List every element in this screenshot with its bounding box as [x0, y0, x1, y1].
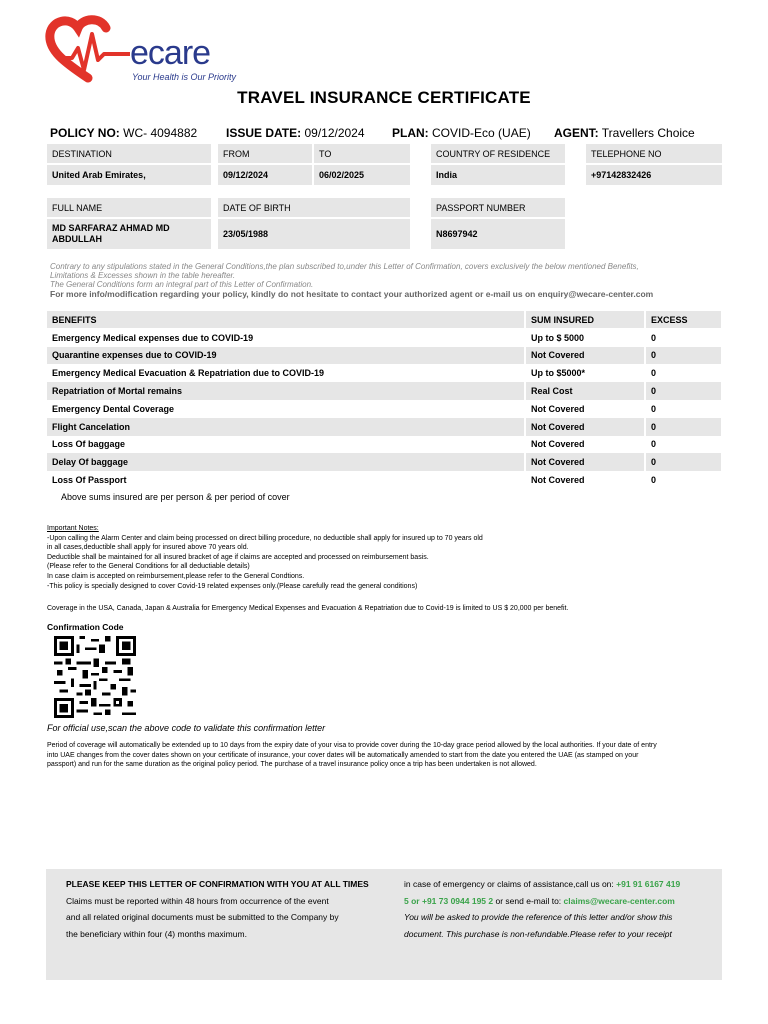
destination-label: DESTINATION	[47, 144, 211, 163]
footer-left	[66, 876, 386, 942]
period-of-coverage-text	[47, 741, 727, 770]
fullname-line-2: ABDULLAH	[52, 234, 102, 244]
fullname-value	[47, 219, 211, 249]
benefits-header-row	[47, 311, 721, 329]
benefit-excess: 0	[645, 400, 721, 418]
from-label: FROM	[218, 144, 312, 163]
confirmation-code-label: Confirmation Code	[47, 622, 124, 632]
sums-insured-note: Above sums insured are per person & per period of cover	[61, 492, 290, 502]
header-benefits: BENEFITS	[47, 311, 525, 329]
destination-value: United Arab Emirates,	[47, 165, 211, 185]
benefit-name: Loss Of Passport	[52, 475, 127, 486]
benefit-excess: 0	[645, 347, 721, 365]
table-row	[47, 418, 721, 436]
benefit-sum: Up to $5000*	[525, 364, 645, 382]
benefit-sum: Not Covered	[525, 453, 645, 471]
table-row	[47, 400, 721, 418]
heart-pulse-logo-icon	[44, 14, 134, 86]
table-row	[47, 453, 721, 471]
country-label: COUNTRY OF RESIDENCE	[431, 144, 565, 163]
benefit-name: Emergency Medical expenses due to COVID-19	[52, 332, 254, 343]
table-row	[47, 347, 721, 365]
emergency-contact-line: in case of emergency or claims of assistance,call us on: +91 91 6167 419	[404, 879, 681, 889]
benefit-sum: Real Cost	[525, 382, 645, 400]
important-notes	[47, 524, 483, 591]
dob-label: DATE OF BIRTH	[218, 198, 410, 217]
header-sum-insured: SUM INSURED	[525, 311, 645, 329]
benefit-sum: Not Covered	[525, 418, 645, 436]
benefit-excess: 0	[645, 436, 721, 454]
coverage-limit-note: Coverage in the USA, Canada, Japan & Australia for Emergency Medical Expenses and Evacuation & Repatriation due to Covid-19 is limited to US $ 20,000 per benefit.	[47, 605, 569, 612]
disclaimer-contact: For more info/modification regarding your policy, kindly do not hesitate to contact your authorized agent or e-mail us on enquiry@wecare-center.com	[50, 289, 654, 299]
benefits-table	[47, 311, 721, 489]
table-row	[47, 436, 721, 454]
policy-number: POLICY NO: WC- 4094882	[50, 126, 198, 140]
benefit-sum: Not Covered	[525, 436, 645, 454]
benefit-name: Emergency Medical Evacuation & Repatriation due to COVID-19	[52, 368, 325, 379]
period-line: Period of coverage will automatically be extended up to 10 days from the expiry date of your visa to provide cover during the 10-day grace period allowed by the local authorities. If your date of entry	[47, 742, 657, 749]
qr-code-icon[interactable]	[52, 636, 138, 718]
telephone-value: +97142832426	[586, 165, 722, 185]
benefit-excess: 0	[645, 453, 721, 471]
benefit-name: Flight Cancelation	[47, 418, 525, 436]
important-note-line: in all cases,deductible shall apply for insured above 70 years old.	[47, 544, 249, 552]
benefit-excess: 0	[645, 418, 721, 436]
important-notes-heading: Important Notes:	[47, 525, 99, 532]
plan: PLAN: COVID-Eco (UAE)	[392, 126, 531, 140]
benefit-sum: Not Covered	[525, 347, 645, 365]
footer-left-line: and all related original documents must be submitted to the Company by	[66, 912, 339, 922]
important-note-line: Deductible shall be maintained for all insured bracket of age if claims are accepted and processed on reimbursement basis.	[47, 553, 429, 561]
fullname-line-1: MD SARFARAZ AHMAD MD	[52, 223, 170, 233]
benefit-sum: Up to $ 5000	[525, 329, 645, 347]
benefit-sum: Not Covered	[525, 400, 645, 418]
benefit-name: Delay Of baggage	[47, 453, 525, 471]
benefit-excess: 0	[645, 471, 721, 489]
table-row	[47, 471, 721, 489]
passport-label: PASSPORT NUMBER	[431, 198, 565, 217]
dob-value: 23/05/1988	[218, 219, 410, 249]
important-note-line: In case claim is accepted on reimbursement,please refer to the General Condtions.	[47, 572, 305, 580]
table-row	[47, 329, 721, 347]
official-use-note: For official use,scan the above code to validate this confirmation letter	[47, 723, 326, 733]
footer-right-line: document. This purchase is non-refundable.Please refer to your receipt	[404, 928, 672, 939]
telephone-label: TELEPHONE NO	[586, 144, 722, 163]
important-note-line: -Upon calling the Alarm Center and claim being processed on direct billing procedure, no deductible shall apply for insured up to 70 years old	[47, 534, 483, 542]
emergency-phone-2[interactable]: +91 73 0944 195 2	[421, 895, 494, 906]
benefit-excess: 0	[645, 382, 721, 400]
important-note-line: -This policy is specially designed to cover Covid-19 related expenses only.(Please carefully read the general conditions)	[47, 582, 418, 590]
benefit-name: Loss Of baggage	[52, 439, 126, 450]
period-line: passport) and run for the same duration as the original policy period. The purchase of a travel insurance policy once a trip has been undertaken is not allowed.	[47, 761, 537, 768]
to-value: 06/02/2025	[314, 165, 410, 185]
period-line: into UAE changes from the cover dates shown on your certificate of insurance, your cover dates will be automatically amended to start from the date you entered the UAE (as stamped on your	[47, 751, 639, 759]
document-title: TRAVEL INSURANCE CERTIFICATE	[237, 88, 531, 107]
benefit-excess: 0	[645, 329, 721, 347]
emergency-phone-1-cont[interactable]: 5	[404, 895, 409, 906]
footer-left-line: the beneficiary within four (4) months maximum.	[66, 928, 247, 939]
country-value: India	[431, 165, 565, 185]
logo-tagline: Your Health is Our Priority	[132, 72, 237, 82]
from-value: 09/12/2024	[218, 165, 312, 185]
footer-left-line: Claims must be reported within 48 hours from occurrence of the event	[66, 895, 329, 906]
fullname-label: FULL NAME	[47, 198, 211, 217]
emergency-phone-1[interactable]: +91 91 6167 419	[616, 879, 681, 889]
footer-box	[46, 869, 722, 980]
benefit-name: Repatriation of Mortal remains	[47, 382, 525, 400]
table-row	[47, 364, 721, 382]
disclaimer-line-3: The General Conditions form an integral part of this Letter of Confirmation.	[50, 280, 314, 289]
footer-right-line: You will be asked to provide the reference of this letter and/or show this	[404, 912, 673, 922]
claims-email-link[interactable]: claims@wecare-center.com	[563, 895, 675, 906]
benefit-name: Emergency Dental Coverage	[52, 403, 175, 414]
footer-right	[404, 876, 716, 942]
issue-date: ISSUE DATE: 09/12/2024	[226, 126, 365, 140]
benefit-name: Quarantine expenses due to COVID-19	[47, 347, 525, 365]
passport-value: N8697942	[431, 219, 565, 249]
agent: AGENT: Travellers Choice	[554, 126, 695, 140]
disclaimer-line-1: Contrary to any stipulations stated in the General Conditions,the plan subscribed to,under this Letter of Confirmation, covers exclusively the below mentioned Benefits,	[50, 262, 639, 271]
table-row	[47, 382, 721, 400]
benefit-excess: 0	[645, 364, 721, 382]
header-excess: EXCESS	[645, 311, 721, 329]
company-logo	[44, 14, 244, 86]
logo-brand-text: ecare	[130, 34, 211, 72]
disclaimer-line-2: Limitations & Excesses shown in the table hereafter.	[50, 271, 236, 280]
footer-heading: PLEASE KEEP THIS LETTER OF CONFIRMATION WITH YOU AT ALL TIMES	[66, 879, 369, 889]
to-label: TO	[314, 144, 410, 163]
contact-line-2: 5 or +91 73 0944 195 2 or send e-mail to: claims@wecare-center.com	[404, 895, 675, 906]
important-note-line: (Please refer to the General Conditions for all deductiable details)	[47, 563, 250, 571]
benefit-sum: Not Covered	[525, 471, 645, 489]
